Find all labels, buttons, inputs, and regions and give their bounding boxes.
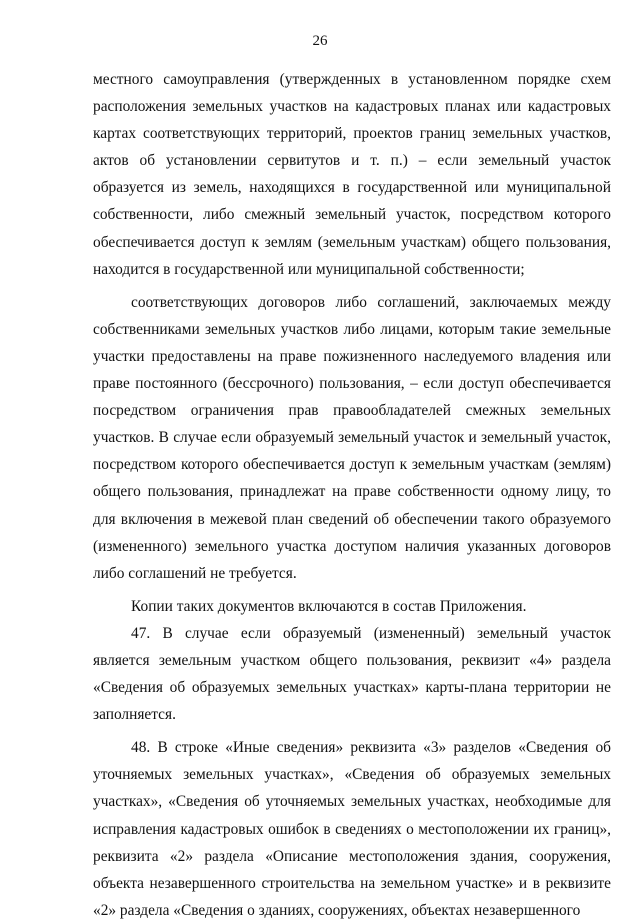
document-body xyxy=(93,66,611,924)
paragraph-item-48: 48. В строке «Иные сведения» реквизита «3» разделов «Сведения об уточняемых земельных участках», «Сведения об образуемых земельных участках», «Сведения об уточняемых земельных участках, необходимые для исправления кадастровых ошибок в сведениях о местоположении их границ», реквизита «2» раздела «Описание местоположения здания, сооружения, объекта незавершенного строительства на земельном участке» и в реквизите «2» раздела «Сведения о зданиях, сооружениях, объектах незавершенного xyxy=(93,739,611,919)
paragraph-item-47: 47. В случае если образуемый (измененный) земельный участок является земельным участком общего пользования, реквизит «4» раздела «Сведения об образуемых земельных участках» карты-плана территории не заполняется. xyxy=(93,624,611,724)
paragraph-agreements: соответствующих договоров либо соглашений, заключаемых между собственниками земельных участков либо лицами, которым такие земельные участки предоставлены на праве пожизненного наследуемого владения или праве постоянного (бессрочного) пользования, – если доступ обеспечивается посредством ограничения прав правообладателей смежных земельных участков. В случае если образуемый земельный участок и земельный участок, посредством которого обеспечивается доступ к земельным участкам (землям) общего пользования, принадлежат на праве собственности одному лицу, то для включения в межевой план сведений об обеспечении такого образуемого (измененного) земельного участка доступом наличия указанных договоров либо соглашений не требуется. xyxy=(93,293,611,582)
page-number: 26 xyxy=(312,33,328,49)
paragraph-continued: местного самоуправления (утвержденных в установленном порядке схем расположения земельных участков на кадастровых планах или кадастровых картах соответствующих территорий, проектов границ земельных участков, актов об установлении сервитутов и т. п.) – если земельный участок образуется из земель, находящихся в государственной или муниципальной собственности, либо смежный земельный участок, посредством которого обеспечивается доступ к землям (земельным участкам) общего пользования, находится в государственной или муниципальной собственности; xyxy=(93,71,611,278)
paragraph-copies: Копии таких документов включаются в состав Приложения. xyxy=(131,597,527,615)
